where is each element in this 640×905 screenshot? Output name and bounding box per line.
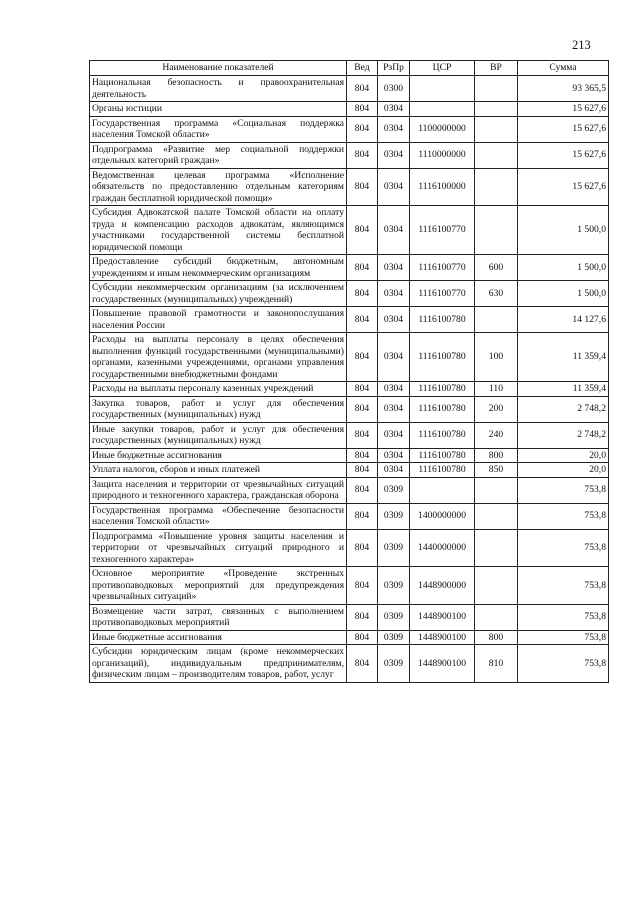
table-row [90,630,609,645]
header-csr: ЦСР [410,61,475,76]
cell-sum: 1 500,0 [518,281,609,307]
cell-ved: 804 [347,142,378,168]
cell-rzpr: 0304 [378,168,410,206]
cell-ved: 804 [347,463,378,478]
cell-name: Субсидии юридическим лицам (кроме некоммерческих организаций), индивидуальным предпринимателям, физическим лицам – производителям товаров, работ, услуг [90,645,347,683]
cell-ved: 804 [347,645,378,683]
cell-ved: 804 [347,168,378,206]
cell-sum: 20,0 [518,448,609,463]
cell-sum: 93 365,5 [518,76,609,102]
cell-rzpr: 0309 [378,604,410,630]
cell-sum: 753,8 [518,567,609,605]
table-row [90,396,609,422]
cell-name: Государственная программа «Обеспечение безопасности населения Томской области» [90,503,347,529]
cell-ved: 804 [347,630,378,645]
table-row [90,102,609,117]
cell-sum: 753,8 [518,604,609,630]
cell-ved: 804 [347,281,378,307]
cell-vr: 110 [475,382,518,397]
page-number: 213 [572,38,591,52]
cell-csr: 1100000000 [410,116,475,142]
cell-csr: 1116100770 [410,206,475,255]
table-row [90,76,609,102]
header-name: Наименование показателей [90,61,347,76]
cell-sum: 1 500,0 [518,206,609,255]
header-vr: ВР [475,61,518,76]
cell-name: Подпрограмма «Повышение уровня защиты населения и территории от чрезвычайных ситуаций природного и техногенного характера» [90,529,347,567]
table-row [90,206,609,255]
table-row [90,567,609,605]
header-ved: Вед [347,61,378,76]
cell-csr: 1400000000 [410,503,475,529]
cell-vr [475,477,518,503]
cell-csr: 1116100780 [410,463,475,478]
cell-sum: 20,0 [518,463,609,478]
cell-name: Расходы на выплаты персоналу казенных учреждений [90,382,347,397]
cell-name: Органы юстиции [90,102,347,117]
table-row [90,382,609,397]
cell-csr: 1440000000 [410,529,475,567]
cell-ved: 804 [347,116,378,142]
header-sum: Сумма [518,61,609,76]
cell-rzpr: 0304 [378,448,410,463]
cell-sum: 11 359,4 [518,382,609,397]
cell-csr: 1116100780 [410,382,475,397]
cell-sum: 15 627,6 [518,102,609,117]
cell-rzpr: 0309 [378,567,410,605]
cell-name: Иные закупки товаров, работ и услуг для обеспечения государственных (муниципальных) нужд [90,422,347,448]
cell-vr [475,76,518,102]
header-rzpr: РзПр [378,61,410,76]
cell-vr: 810 [475,645,518,683]
table-row [90,307,609,333]
cell-ved: 804 [347,567,378,605]
budget-table [89,60,609,683]
cell-ved: 804 [347,604,378,630]
table-row [90,281,609,307]
cell-vr: 100 [475,333,518,382]
cell-rzpr: 0304 [378,382,410,397]
cell-ved: 804 [347,503,378,529]
cell-ved: 804 [347,382,378,397]
cell-csr: 1116100780 [410,333,475,382]
cell-rzpr: 0304 [378,142,410,168]
cell-sum: 2 748,2 [518,396,609,422]
cell-ved: 804 [347,333,378,382]
cell-name: Расходы на выплаты персоналу в целях обеспечения выполнения функций государственными (муниципальными) органами, казенными учреждениями, органами управления государственными внебюджетными фондами [90,333,347,382]
cell-csr: 1448900100 [410,630,475,645]
cell-sum: 753,8 [518,529,609,567]
cell-sum: 1 500,0 [518,255,609,281]
cell-ved: 804 [347,477,378,503]
cell-vr: 240 [475,422,518,448]
cell-ved: 804 [347,102,378,117]
cell-name: Предоставление субсидий бюджетным, автономным учреждениям и иным некоммерческим организациям [90,255,347,281]
cell-name: Основное мероприятие «Проведение экстренных противопаводковых мероприятий для предупреждения чрезвычайных ситуаций» [90,567,347,605]
cell-csr: 1116100780 [410,422,475,448]
cell-rzpr: 0304 [378,102,410,117]
cell-sum: 15 627,6 [518,116,609,142]
table-row [90,503,609,529]
cell-rzpr: 0309 [378,630,410,645]
cell-csr [410,477,475,503]
cell-ved: 804 [347,307,378,333]
cell-vr [475,116,518,142]
cell-csr: 1110000000 [410,142,475,168]
cell-name: Уплата налогов, сборов и иных платежей [90,463,347,478]
cell-name: Подпрограмма «Развитие мер социальной поддержки отдельных категорий граждан» [90,142,347,168]
table-row [90,142,609,168]
cell-csr: 1448900100 [410,645,475,683]
cell-csr: 1116100780 [410,396,475,422]
cell-csr: 1448900100 [410,604,475,630]
table-row [90,477,609,503]
table-row [90,255,609,281]
cell-rzpr: 0309 [378,477,410,503]
cell-csr: 1116100000 [410,168,475,206]
cell-rzpr: 0304 [378,422,410,448]
cell-sum: 15 627,6 [518,168,609,206]
table-row [90,448,609,463]
cell-ved: 804 [347,206,378,255]
cell-csr: 1116100780 [410,448,475,463]
cell-name: Иные бюджетные ассигнования [90,448,347,463]
cell-vr [475,567,518,605]
cell-rzpr: 0304 [378,333,410,382]
cell-vr [475,206,518,255]
cell-rzpr: 0304 [378,255,410,281]
cell-vr [475,142,518,168]
cell-vr [475,503,518,529]
cell-sum: 15 627,6 [518,142,609,168]
cell-rzpr: 0304 [378,463,410,478]
cell-csr: 1116100780 [410,307,475,333]
cell-rzpr: 0304 [378,206,410,255]
cell-name: Ведомственная целевая программа «Исполнение обязательств по предоставлению отдельным категориям граждан бесплатной юридической помощи» [90,168,347,206]
cell-vr [475,529,518,567]
table-row [90,333,609,382]
cell-vr: 630 [475,281,518,307]
table-row [90,422,609,448]
cell-vr: 200 [475,396,518,422]
cell-name: Иные бюджетные ассигнования [90,630,347,645]
cell-sum: 11 359,4 [518,333,609,382]
cell-name: Возмещение части затрат, связанных с выполнением противопаводковых мероприятий [90,604,347,630]
cell-sum: 753,8 [518,645,609,683]
cell-name: Субсидия Адвокатской палате Томской области на оплату труда и компенсацию расходов адвокатам, являющимся участниками государственной системы бесплатной юридической помощи [90,206,347,255]
cell-rzpr: 0304 [378,396,410,422]
cell-rzpr: 0309 [378,645,410,683]
cell-rzpr: 0304 [378,116,410,142]
cell-name: Закупка товаров, работ и услуг для обеспечения государственных (муниципальных) нужд [90,396,347,422]
cell-csr [410,76,475,102]
cell-sum: 753,8 [518,503,609,529]
cell-rzpr: 0304 [378,281,410,307]
cell-ved: 804 [347,255,378,281]
table-row [90,604,609,630]
cell-ved: 804 [347,396,378,422]
cell-vr: 800 [475,630,518,645]
cell-vr: 600 [475,255,518,281]
cell-vr: 850 [475,463,518,478]
cell-rzpr: 0300 [378,76,410,102]
cell-vr [475,604,518,630]
table-row [90,116,609,142]
cell-vr [475,307,518,333]
cell-name: Защита населения и территории от чрезвычайных ситуаций природного и техногенного характера, гражданская оборона [90,477,347,503]
cell-sum: 14 127,6 [518,307,609,333]
table-row [90,645,609,683]
cell-ved: 804 [347,76,378,102]
table-row [90,529,609,567]
cell-sum: 753,8 [518,477,609,503]
cell-name: Государственная программа «Социальная поддержка населения Томской области» [90,116,347,142]
cell-name: Субсидии некоммерческим организациям (за исключением государственных (муниципальных) учреждений) [90,281,347,307]
cell-csr [410,102,475,117]
cell-csr: 1448900000 [410,567,475,605]
cell-csr: 1116100770 [410,281,475,307]
cell-rzpr: 0309 [378,503,410,529]
table-row [90,463,609,478]
cell-csr: 1116100770 [410,255,475,281]
cell-rzpr: 0304 [378,307,410,333]
cell-rzpr: 0309 [378,529,410,567]
cell-ved: 804 [347,422,378,448]
cell-vr [475,102,518,117]
cell-name: Национальная безопасность и правоохранительная деятельность [90,76,347,102]
cell-vr: 800 [475,448,518,463]
cell-vr [475,168,518,206]
cell-sum: 753,8 [518,630,609,645]
cell-name: Повышение правовой грамотности и законопослушания населения России [90,307,347,333]
cell-ved: 804 [347,448,378,463]
cell-sum: 2 748,2 [518,422,609,448]
table-row [90,168,609,206]
table-header-row [90,61,609,76]
cell-ved: 804 [347,529,378,567]
